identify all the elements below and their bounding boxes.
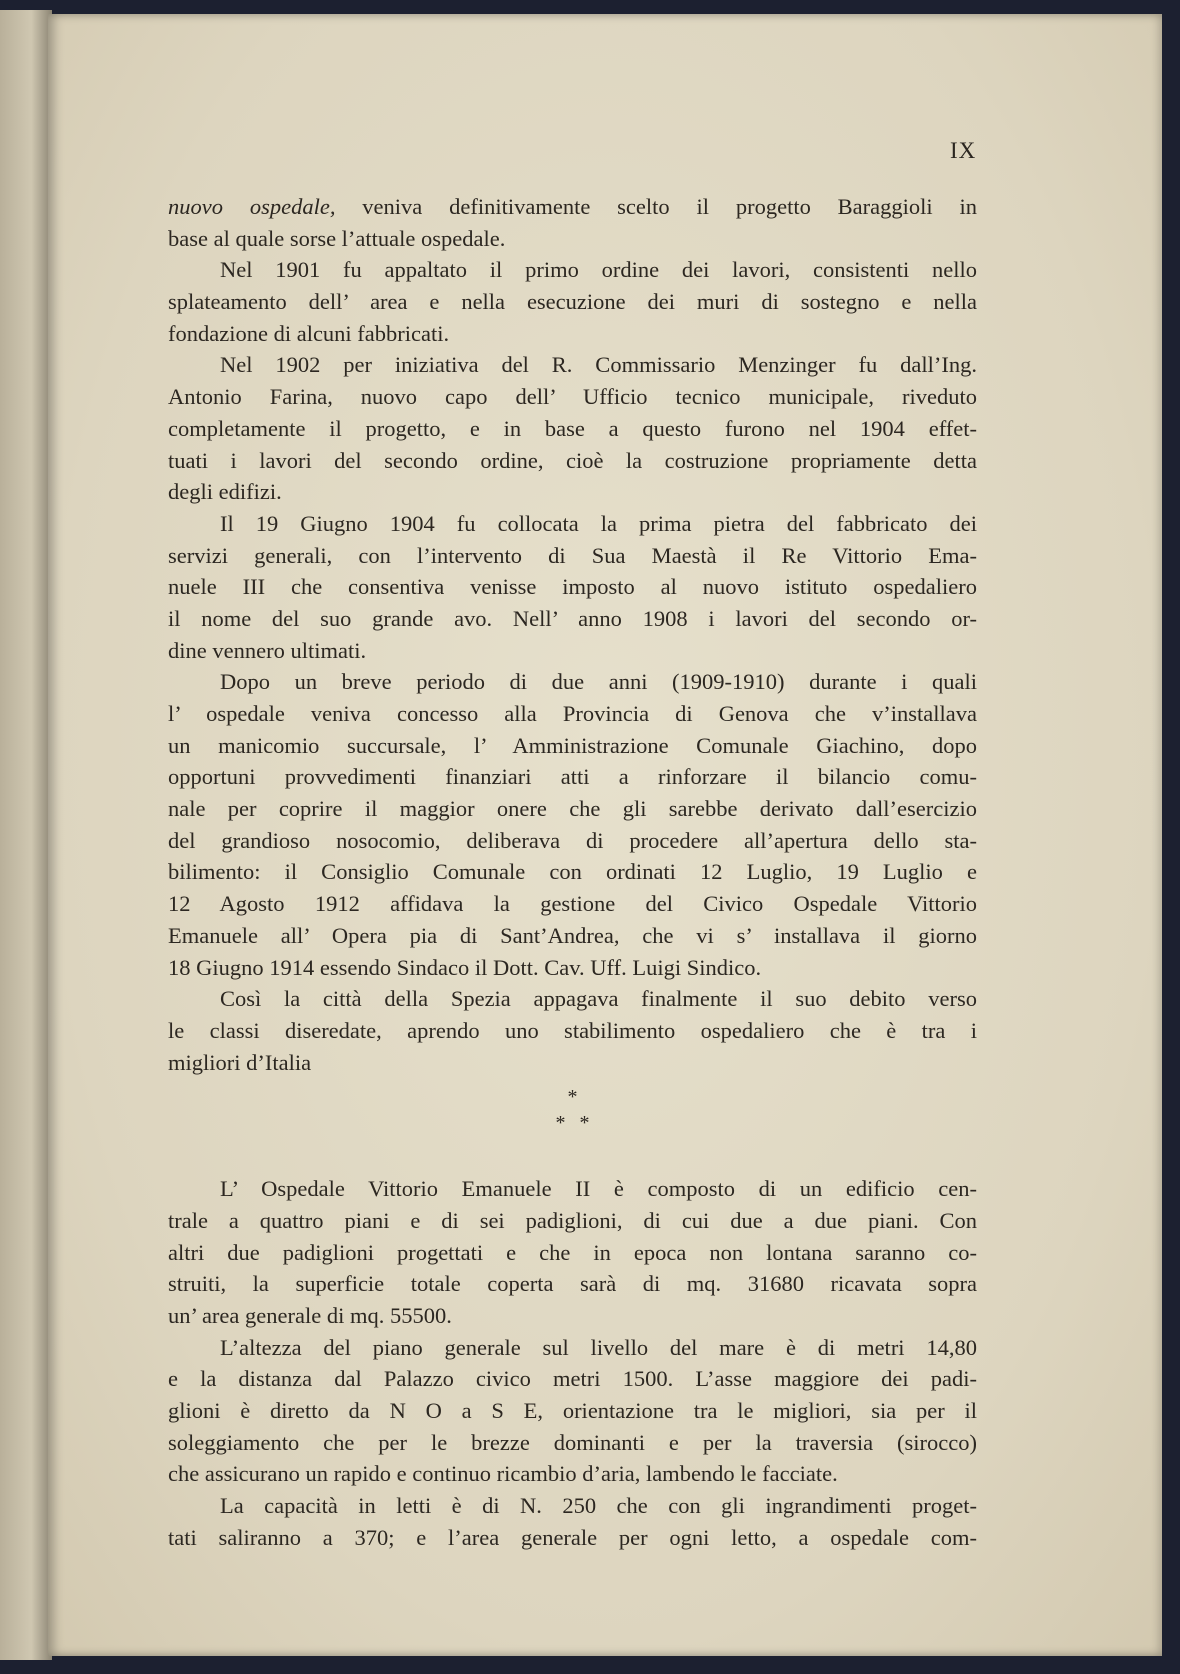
asterism-bottom: ** — [555, 1112, 604, 1135]
text-line: dine vennero ultimati. — [168, 637, 367, 663]
text-line: e la distanza dal Palazzo civico metri 1500. L’asse maggiore dei padi- — [168, 1366, 977, 1392]
text-line: struiti, la superficie totale coperta sarà di mq. 31680 ricavata sopra — [168, 1271, 977, 1297]
text-line: La capacità in letti è di N. 250 che con gli ingrandimenti proget- — [220, 1493, 977, 1519]
text-line: Il 19 Giugno 1904 fu collocata la prima pietra del fabbricato dei — [220, 510, 977, 536]
facing-page-edge — [0, 10, 52, 1660]
text-line: del grandioso nosocomio, deliberava di procedere all’apertura dello sta- — [168, 827, 977, 853]
text-line: trale a quattro piani e di sei padiglioni, di cui due a due piani. Con — [168, 1207, 977, 1233]
line-text: veniva definitivamente scelto il progetto Baraggioli in — [335, 194, 978, 219]
text-line: Dopo un breve periodo di due anni (1909-1910) durante i quali — [220, 669, 977, 695]
text-line: Emanuele all’ Opera pia di Sant’Andrea, che vi s’ installava il giorno — [168, 922, 977, 948]
text-line: 18 Giugno 1914 essendo Sindaco il Dott. Cav. Uff. Luigi Sindico. — [168, 954, 762, 980]
italic-phrase: nuovo ospedale, — [168, 194, 336, 219]
page-number: IX — [950, 138, 977, 163]
text-line: splateamento dell’ area e nella esecuzione dei muri di sostegno e nella — [168, 289, 977, 315]
text-line: tati saliranno a 370; e l’area generale per ogni letto, a ospedale com- — [168, 1524, 977, 1550]
text-line: che assicurano un rapido e continuo ricambio d’aria, lambendo le facciate. — [168, 1461, 838, 1487]
text-line: le classi diseredate, aprendo uno stabilimento ospedaliero che è tra i — [168, 1017, 977, 1043]
text-line: glioni è diretto da N O a S E, orientazione tra le migliori, sia per il — [168, 1398, 977, 1424]
text-line: completamente il progetto, e in base a questo furono nel 1904 effet- — [168, 415, 977, 441]
text-line — [168, 191, 977, 223]
text-line: servizi generali, con l’intervento di Sua Maestà il Re Vittorio Ema- — [168, 542, 977, 568]
text-line: fondazione di alcuni fabbricati. — [168, 320, 450, 346]
text-line: Nel 1901 fu appaltato il primo ordine dei lavori, consistenti nello — [220, 257, 977, 283]
text-line: un’ area generale di mq. 55500. — [168, 1303, 452, 1328]
text-line: base al quale sorse l’attuale ospedale. — [168, 225, 506, 251]
text-line: l’ ospedale veniva concesso alla Provincia di Genova che v’installava — [168, 701, 977, 726]
asterism-top: * — [567, 1086, 578, 1109]
text-line: 12 Agosto 1912 affidava la gestione del Civico Ospedale Vittorio — [168, 891, 977, 917]
text-line: altri due padiglioni progettati e che in epoca non lontana saranno co- — [168, 1239, 977, 1265]
text-line: Antonio Farina, nuovo capo dell’ Ufficio tecnico municipale, riveduto — [168, 384, 977, 410]
text-line: nuele III che consentiva venisse imposto al nuovo istituto ospedaliero — [168, 574, 977, 600]
text-line: nale per coprire il maggior onere che gli sarebbe derivato dall’esercizio — [168, 796, 977, 822]
text-line: migliori d’Italia — [168, 1049, 312, 1075]
text-block-history — [168, 191, 977, 1078]
body-text — [168, 191, 977, 1554]
text-block-description — [168, 1173, 977, 1553]
text-line: opportuni provvedimenti finanziari atti a rinforzare il bilancio comu- — [168, 764, 977, 790]
text-line: Così la città della Spezia appagava finalmente il suo debito verso — [220, 986, 977, 1012]
text-line: un manicomio succursale, l’ Amministrazione Comunale Giachino, dopo — [168, 732, 977, 758]
text-line: soleggiamento che per le brezze dominanti e per la traversia (sirocco) — [168, 1429, 977, 1455]
section-separator — [168, 1078, 977, 1173]
text-line: degli edifizi. — [168, 479, 282, 505]
text-line: bilimento: il Consiglio Comunale con ordinati 12 Luglio, 19 Luglio e — [168, 859, 977, 885]
text-line: L’ Ospedale Vittorio Emanuele II è composto di un edificio cen- — [220, 1176, 977, 1202]
text-line: Nel 1902 per iniziativa del R. Commissario Menzinger fu dall’Ing. — [220, 352, 977, 378]
text-line: il nome del suo grande avo. Nell’ anno 1908 i lavori del secondo or- — [168, 605, 977, 631]
text-line: L’altezza del piano generale sul livello del mare è di metri 14,80 — [220, 1334, 977, 1360]
text-line: tuati i lavori del secondo ordine, cioè la costruzione propriamente detta — [168, 447, 977, 473]
